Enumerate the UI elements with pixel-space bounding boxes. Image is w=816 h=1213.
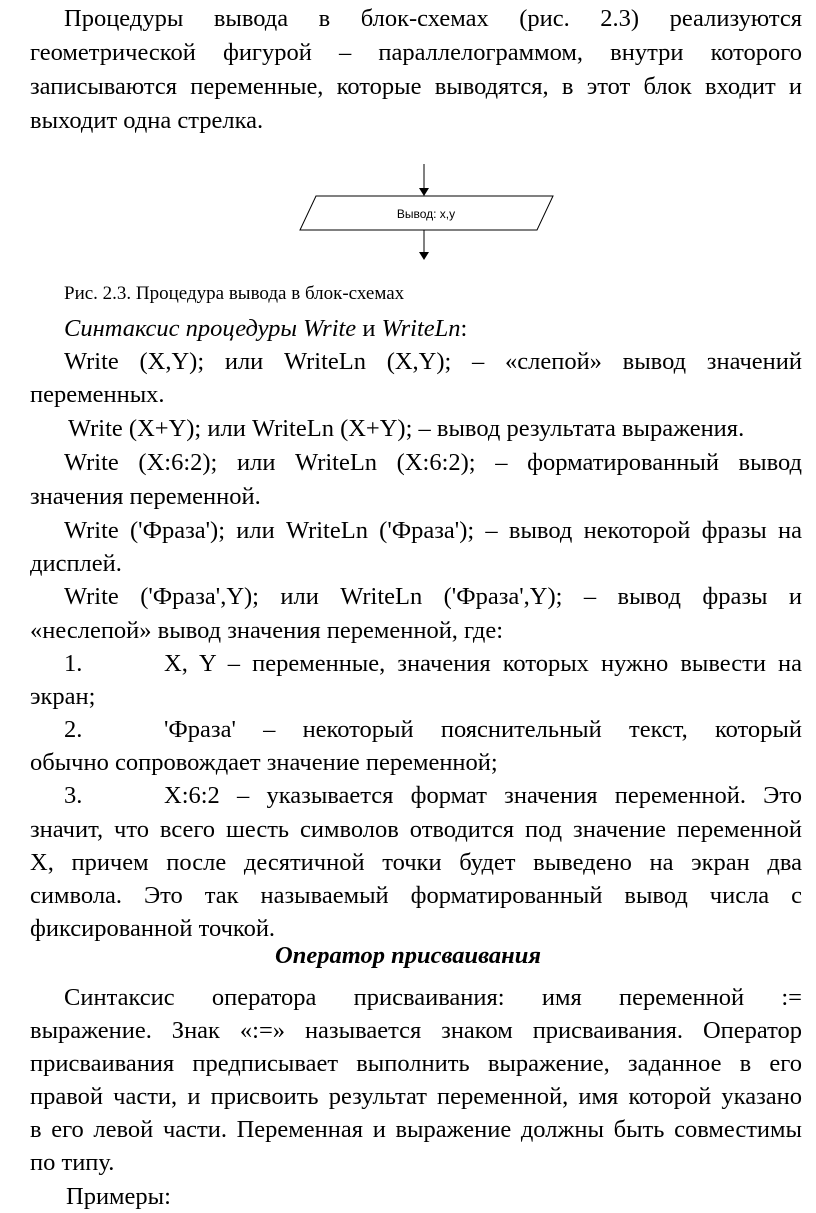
assign-line-3: присваивания предписывает выполнить выражение, заданное в его xyxy=(30,1050,802,1077)
syntax-title xyxy=(64,312,802,345)
list-item-1-number: 1. xyxy=(64,650,83,677)
write-line-4b: дисплей. xyxy=(30,550,122,577)
assign-line-2: выражение. Знак «:=» называется знаком присваивания. Оператор xyxy=(30,1017,802,1044)
assign-line-4: правой части, и присвоить результат переменной, имя которой указано xyxy=(30,1083,802,1110)
write-line-2: Write (X+Y); или WriteLn (X+Y); – вывод результата выражения. xyxy=(68,415,745,442)
intro-line-1: Процедуры вывода в блок-схемах (рис. 2.3) реализуются xyxy=(64,5,802,32)
write-line-3b: значения переменной. xyxy=(30,483,261,510)
list-item-3-rest-2: X, причем после десятичной точки будет выведено на экран два xyxy=(30,849,802,876)
syntax-title-colon: : xyxy=(460,315,468,342)
list-item-3-number: 3. xyxy=(64,782,83,809)
intro-line-2: геометрической фигурой – параллелограммом, внутри которого xyxy=(30,39,802,66)
examples-label: Примеры: xyxy=(66,1183,171,1210)
list-item-3-rest-3: символа. Это так называемый форматированный вывод числа с xyxy=(30,882,802,909)
assign-line-5: в его левой части. Переменная и выражение должны быть совместимы xyxy=(30,1116,802,1143)
arrow-out-head xyxy=(419,252,429,260)
list-item-1-first xyxy=(64,647,802,680)
arrow-in-head xyxy=(419,188,429,196)
list-item-2-first xyxy=(64,713,802,746)
block-label: Вывод: x,y xyxy=(396,207,456,221)
list-item-3-text: X:6:2 – указывается формат значения переменной. Это xyxy=(164,782,802,809)
list-item-3-rest-1: значит, что всего шесть символов отводится под значение переменной xyxy=(30,816,802,843)
list-item-3-first xyxy=(64,779,802,812)
list-item-1-text: X, Y – переменные, значения которых нужно вывести на xyxy=(164,650,802,677)
list-item-2-number: 2. xyxy=(64,716,83,743)
section-heading: Оператор присваивания xyxy=(275,942,541,969)
write-line-4a: Write ('Фраза'); или WriteLn ('Фраза'); – вывод некоторой фразы на xyxy=(64,517,802,544)
syntax-title-and: и xyxy=(356,315,382,342)
intro-line-3: записываются переменные, которые выводятся, в этот блок входит и xyxy=(30,73,802,100)
assign-line-1: Синтаксис оператора присваивания: имя переменной := xyxy=(64,984,802,1011)
list-item-2-rest: обычно сопровождает значение переменной; xyxy=(30,749,498,776)
list-item-1-rest: экран; xyxy=(30,683,96,710)
syntax-title-part1: Синтаксис процедуры Write xyxy=(64,315,357,342)
figure-caption: Рис. 2.3. Процедура вывода в блок-схемах xyxy=(64,283,405,304)
write-line-3a: Write (X:6:2); или WriteLn (X:6:2); – форматированный вывод xyxy=(64,449,802,476)
write-line-1b: переменных. xyxy=(30,381,165,408)
list-item-2-text: 'Фраза' – некоторый пояснительный текст, который xyxy=(164,716,802,743)
list-item-3-rest-4: фиксированной точкой. xyxy=(30,915,276,942)
write-line-1a: Write (X,Y); или WriteLn (X,Y); – «слепой» вывод значений xyxy=(64,348,802,375)
flowchart-output-block xyxy=(0,0,816,280)
write-line-5a: Write ('Фраза',Y); или WriteLn ('Фраза',Y); – вывод фразы и xyxy=(64,583,802,610)
assign-line-6: по типу. xyxy=(30,1149,115,1176)
intro-line-4: выходит одна стрелка. xyxy=(30,107,264,134)
write-line-5b: «неслепой» вывод значения переменной, где: xyxy=(30,617,504,644)
syntax-title-part2: WriteLn xyxy=(381,315,461,342)
